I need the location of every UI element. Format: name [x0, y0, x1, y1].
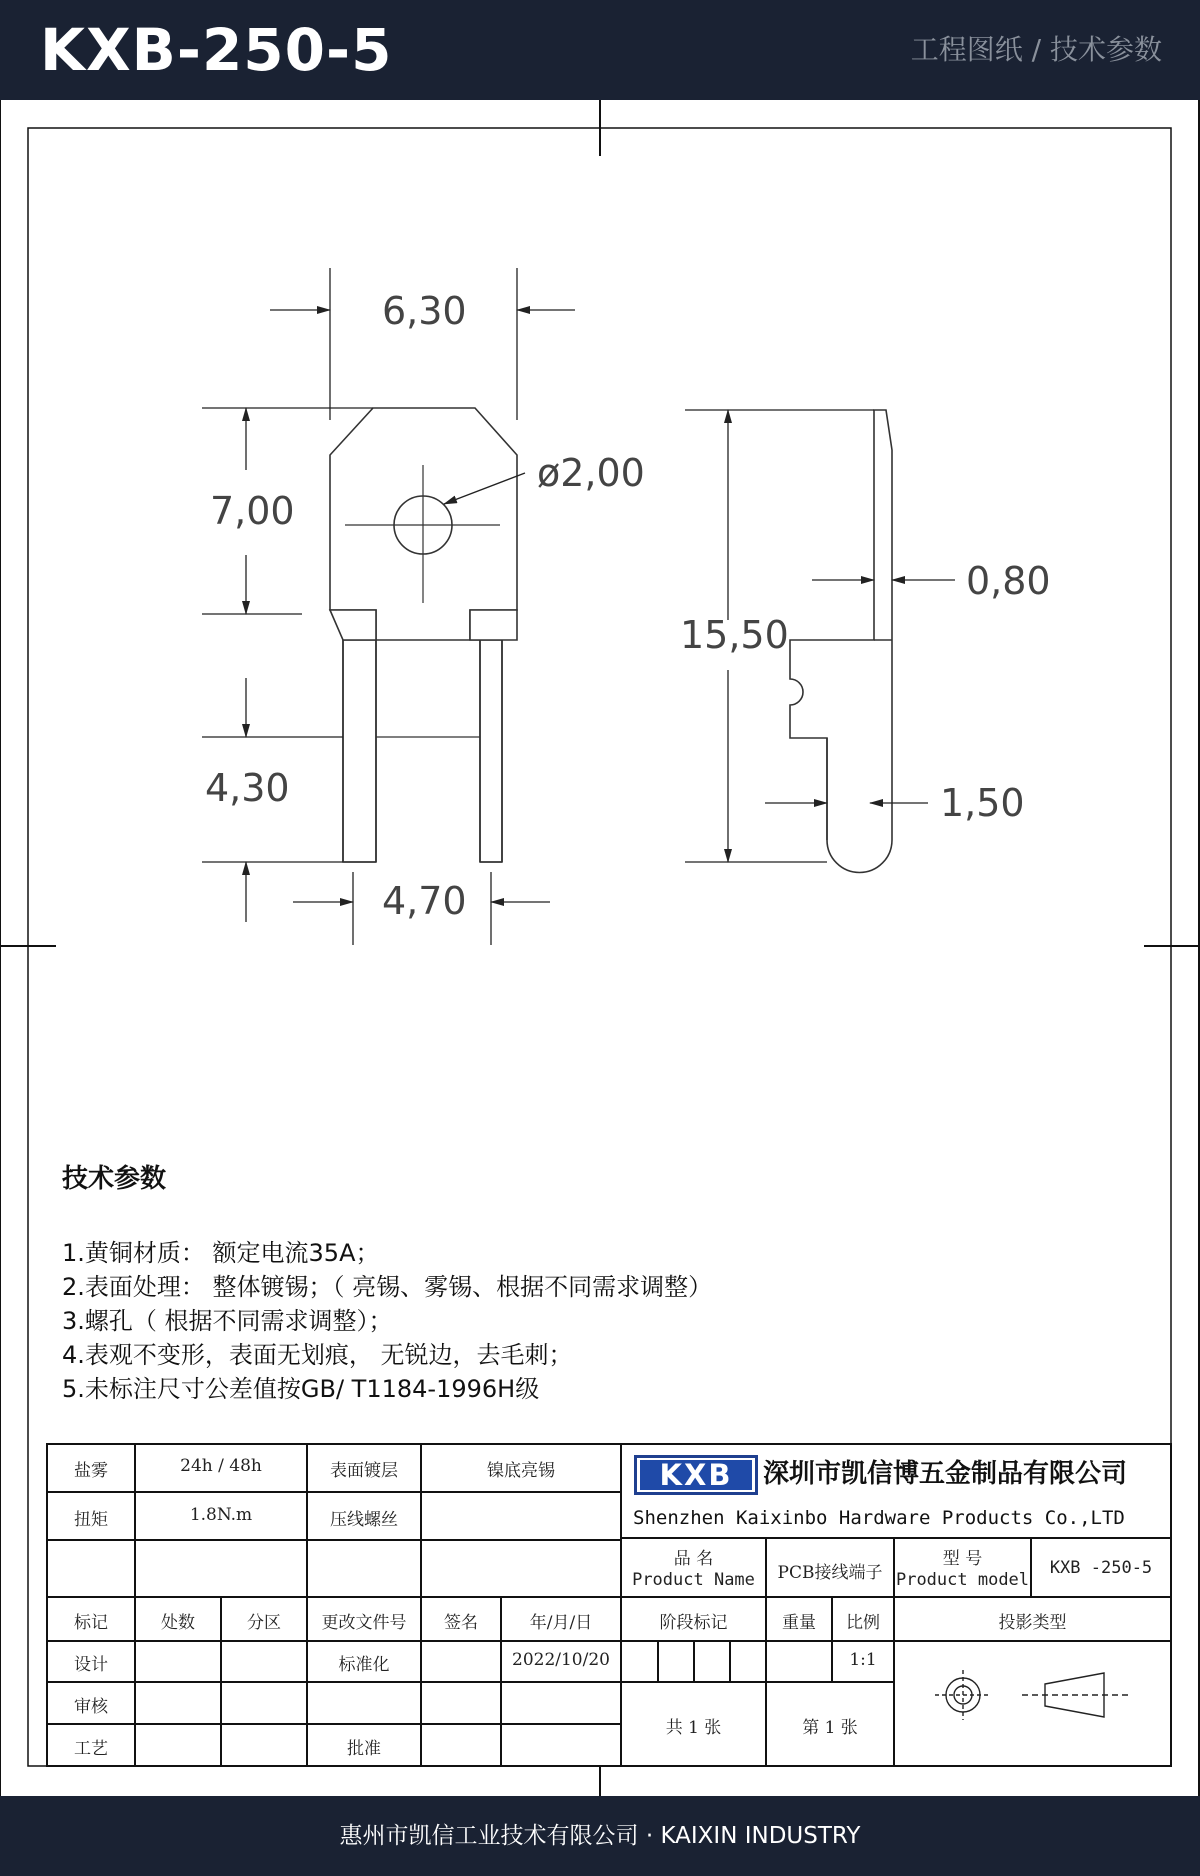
- dim-pin-width: 1,50: [940, 781, 1025, 825]
- page-subtitle: 工程图纸 / 技术参数: [910, 33, 1162, 66]
- dim-hole-diameter: ø2,00: [537, 451, 645, 495]
- date-value: 2022/10/20: [512, 1650, 610, 1670]
- sheet-frame: [0, 100, 1200, 1796]
- front-view: [330, 408, 517, 862]
- product-name-value: PCB接线端子: [777, 1563, 883, 1583]
- projection-symbol-icon: [935, 1670, 1130, 1720]
- header-projection: 投影类型: [998, 1613, 1067, 1633]
- product-name-en: Product Name: [632, 1570, 755, 1590]
- header-mark: 标记: [74, 1613, 108, 1633]
- plating-label: 表面镀层: [330, 1461, 398, 1481]
- header-scale: 比例: [846, 1613, 880, 1633]
- scale-value: 1:1: [849, 1650, 877, 1670]
- model-en: Product model: [895, 1570, 1030, 1590]
- param-line: 5.未标注尺寸公差值按GB/ T1184-1996H级: [62, 1375, 540, 1403]
- title-block-grid: [47, 1444, 1171, 1766]
- dim-total-height: 15,50: [680, 613, 789, 657]
- salt-spray-value: 24h / 48h: [180, 1456, 262, 1476]
- dim-pin-spacing: 4,70: [382, 879, 467, 923]
- header-sign: 签名: [444, 1613, 478, 1633]
- model-cn: 型 号: [942, 1549, 983, 1569]
- header-stage: 阶段标记: [659, 1613, 728, 1633]
- param-line: 2.表面处理： 整体镀锡；（ 亮锡、雾锡、根据不同需求调整）: [62, 1273, 713, 1301]
- dim-head-height: 7,00: [210, 489, 295, 533]
- review-label: 审核: [74, 1697, 108, 1717]
- param-line: 4.表观不变形，表面无划痕， 无锐边，去毛刺；: [62, 1341, 573, 1369]
- model-value: KXB -250-5: [1049, 1558, 1153, 1578]
- standardize-label: 标准化: [338, 1655, 390, 1675]
- dim-thickness: 0,80: [966, 559, 1051, 603]
- company-name-en: Shenzhen Kaixinbo Hardware Products Co.,LTD: [633, 1507, 1125, 1529]
- dim-top-width: 6,30: [382, 289, 467, 333]
- logo-text: KXB: [640, 1460, 752, 1490]
- sheets-total: 共 1 张: [665, 1718, 722, 1738]
- crimp-screw-label: 压线螺丝: [330, 1510, 398, 1530]
- product-name-cn: 品 名: [673, 1549, 714, 1569]
- header-date: 年/月/日: [529, 1613, 593, 1633]
- header-weight: 重量: [782, 1613, 816, 1633]
- torque-label: 扭矩: [74, 1510, 108, 1530]
- params-heading: 技术参数: [62, 1164, 167, 1194]
- design-label: 设计: [74, 1655, 108, 1675]
- approve-label: 批准: [347, 1739, 381, 1759]
- footer-bar: [0, 1796, 1200, 1876]
- process-label: 工艺: [74, 1739, 108, 1759]
- front-dimension-lines: [202, 268, 575, 945]
- plating-value: 镍底亮锡: [487, 1461, 555, 1481]
- technical-params: [62, 1162, 1122, 1406]
- footer-text: 惠州市凯信工业技术有限公司 · KAIXIN INDUSTRY: [339, 1823, 861, 1849]
- company-logo: [634, 1455, 758, 1495]
- header-change-doc: 更改文件号: [321, 1613, 407, 1633]
- page-title: KXB-250-5: [40, 16, 393, 84]
- company-name-cn: 深圳市凯信博五金制品有限公司: [763, 1459, 1128, 1489]
- param-line: 3.螺孔（ 根据不同需求调整）；: [62, 1307, 393, 1335]
- sheet-number: 第 1 张: [802, 1718, 858, 1738]
- salt-spray-label: 盐雾: [74, 1461, 108, 1481]
- header-zone: 分区: [247, 1613, 281, 1633]
- param-line: 1.黄铜材质： 额定电流35A；: [62, 1239, 380, 1267]
- torque-value: 1.8N.m: [189, 1505, 253, 1525]
- header-count: 处数: [161, 1613, 195, 1633]
- dim-pin-length: 4,30: [205, 766, 290, 810]
